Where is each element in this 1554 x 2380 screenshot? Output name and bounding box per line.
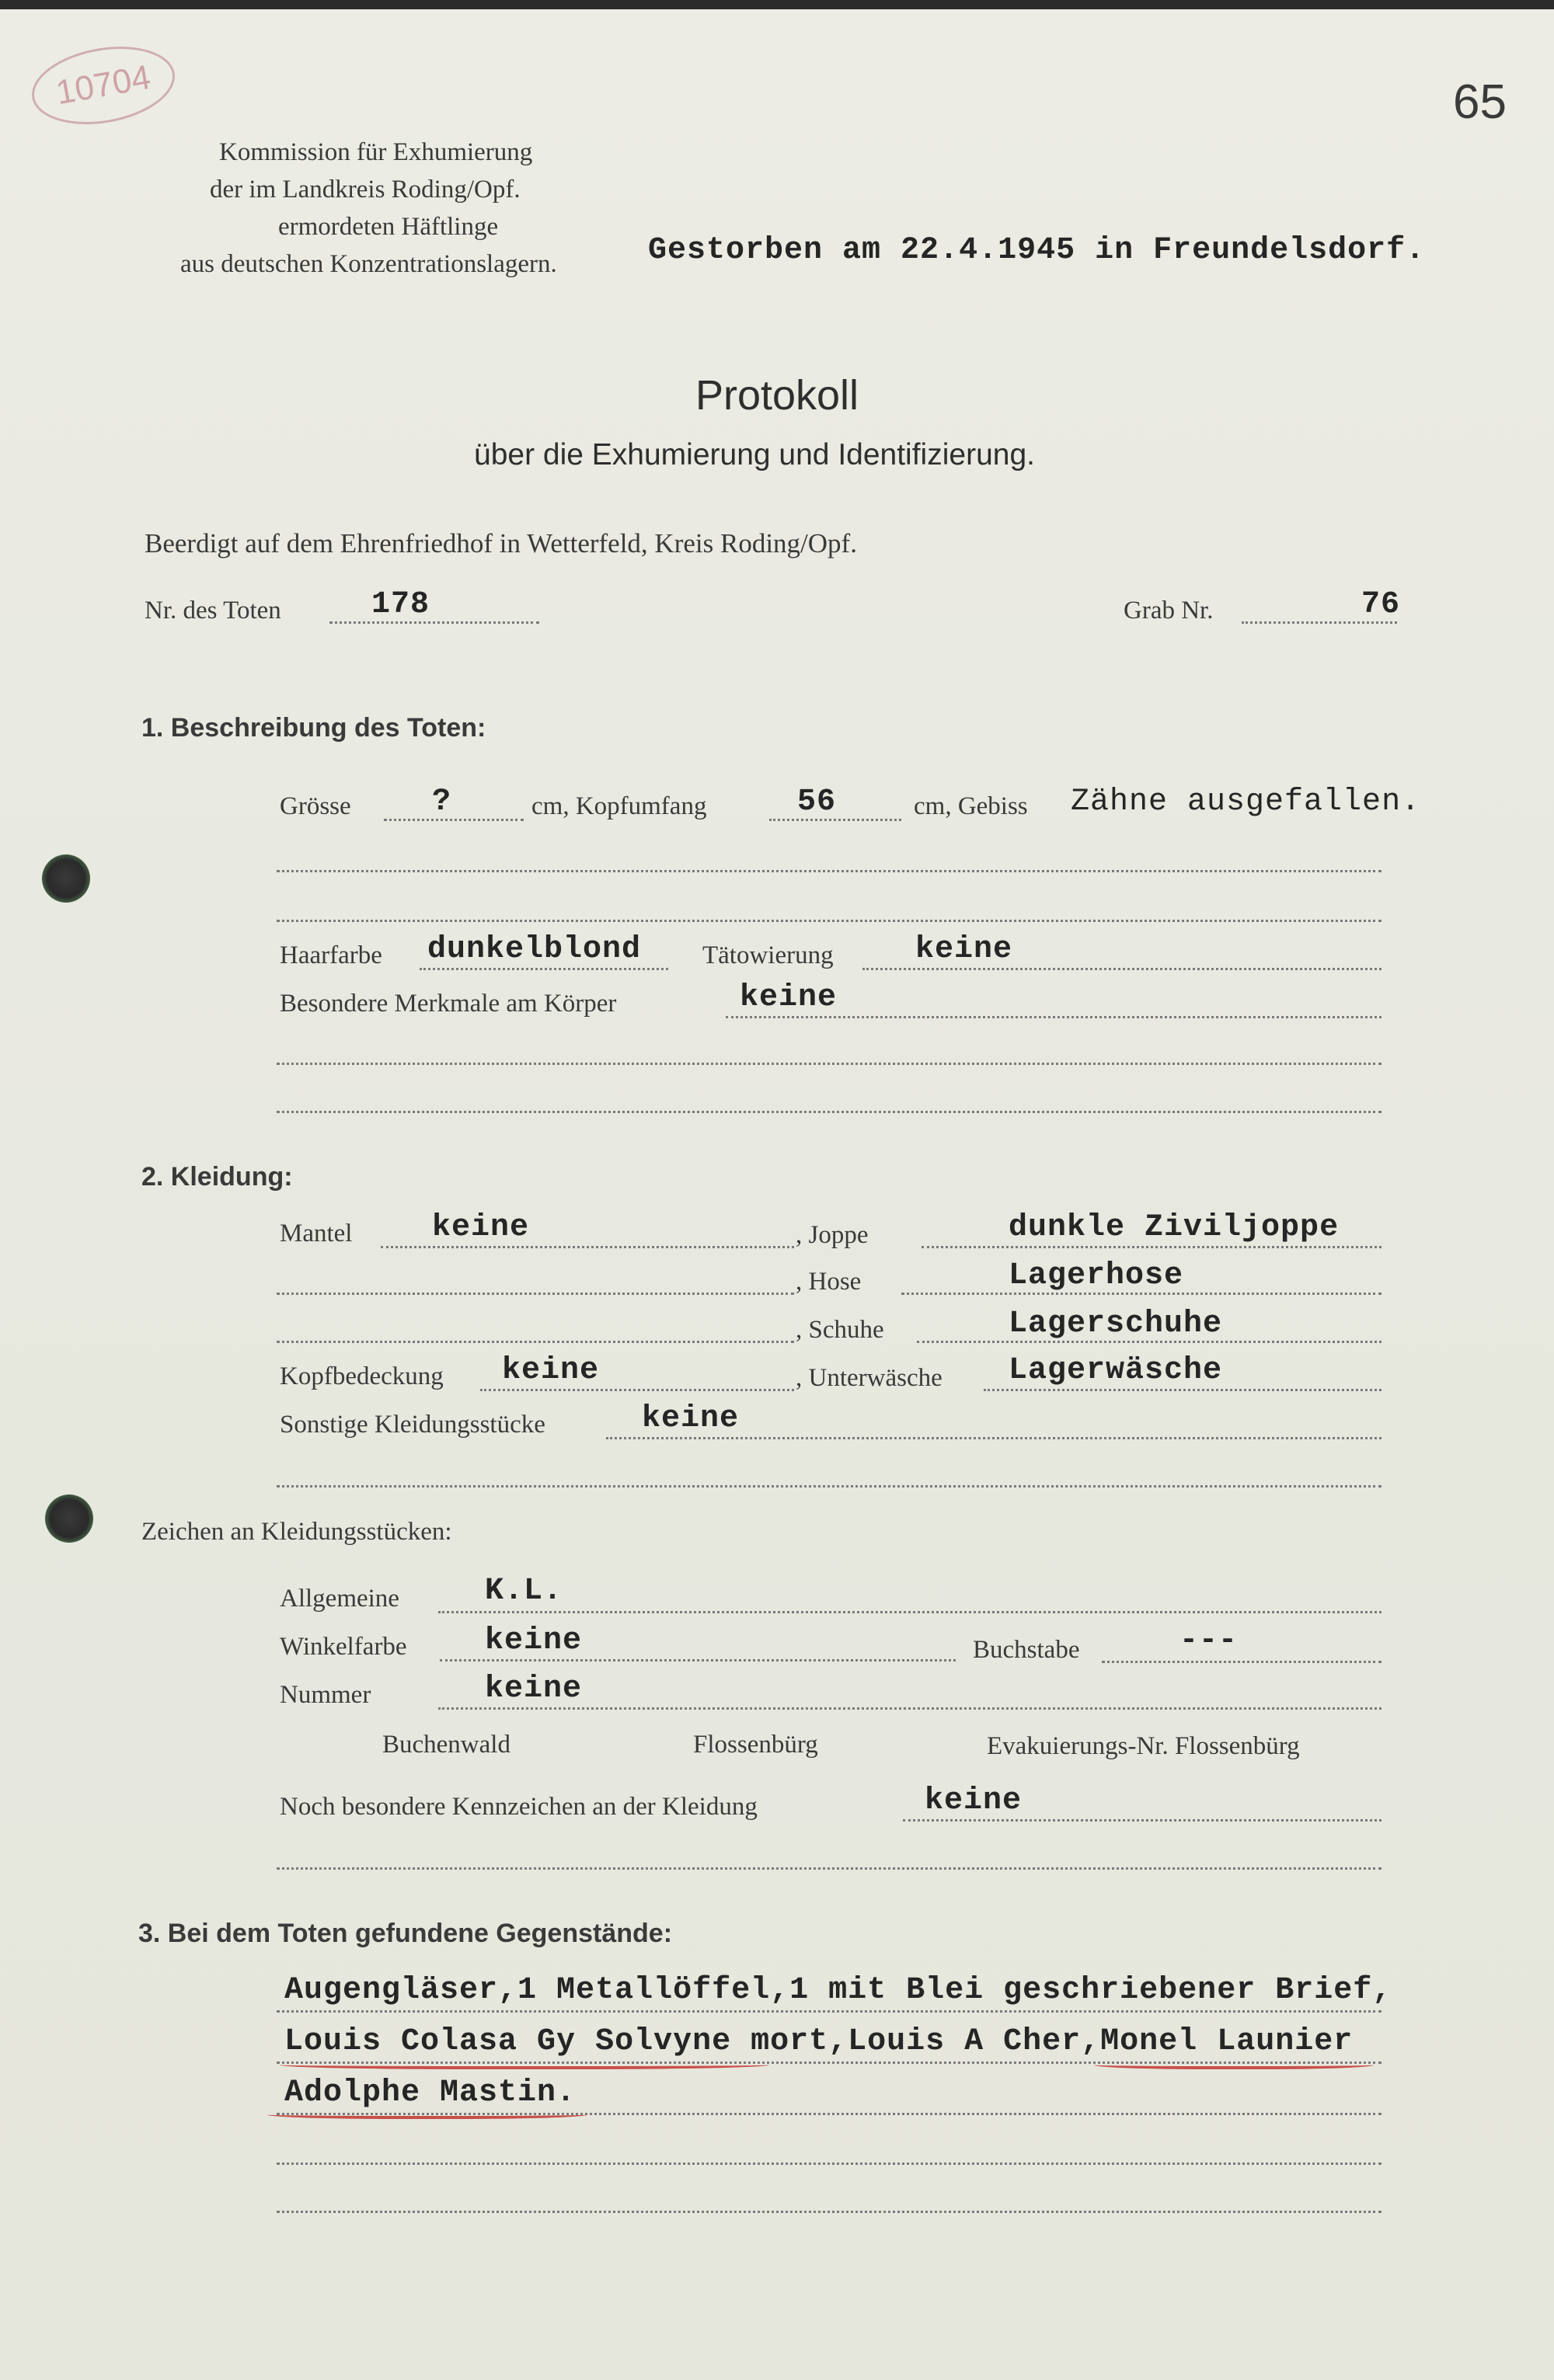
hose-left-dots	[277, 1293, 794, 1295]
buchstabe-value: ---	[1179, 1623, 1239, 1658]
schuhe-label: , Schuhe	[796, 1316, 884, 1344]
col-evakuierungs-nr: Evakuierungs-Nr. Flossenbürg	[987, 1732, 1300, 1760]
items-line-3: Adolphe Mastin.	[284, 2076, 577, 2110]
sonstige-dots	[606, 1437, 1382, 1439]
buchstabe-dots	[1102, 1661, 1382, 1663]
merkmale-value: keine	[740, 980, 838, 1015]
section-2-heading: 2. Kleidung:	[141, 1162, 293, 1192]
hose-value: Lagerhose	[1009, 1258, 1184, 1293]
sonstige-value: keine	[642, 1401, 740, 1436]
grab-value: 76	[1361, 587, 1401, 622]
header-line-3: ermordeten Häftlinge	[278, 213, 499, 241]
merkmale-dots	[726, 1016, 1382, 1018]
blank-line-5	[277, 1485, 1382, 1488]
grab-label: Grab Nr.	[1124, 597, 1214, 625]
merkmale-label: Besondere Merkmale am Körper	[280, 990, 617, 1018]
death-note: Gestorben am 22.4.1945 in Freundelsdorf.	[648, 233, 1426, 268]
nummer-label: Nummer	[280, 1681, 371, 1709]
haarfarbe-value: dunkelblond	[427, 932, 642, 967]
header-line-4: aus deutschen Konzentrationslagern.	[180, 250, 557, 278]
archive-stamp	[26, 37, 181, 135]
col-flossenbuerg: Flossenbürg	[693, 1731, 818, 1759]
unterwaesche-dots	[984, 1389, 1382, 1391]
joppe-label: , Joppe	[796, 1221, 869, 1249]
nummer-value: keine	[485, 1672, 583, 1707]
blank-line-6	[277, 1867, 1382, 1870]
blank-line-4	[277, 1111, 1382, 1113]
kopfbedeckung-label: Kopfbedeckung	[280, 1362, 444, 1390]
col-buchenwald: Buchenwald	[382, 1731, 510, 1759]
section-3-heading: 3. Bei dem Toten gefundene Gegenstände:	[138, 1919, 673, 1948]
mantel-value: keine	[432, 1210, 530, 1245]
header-line-1: Kommission für Exhumierung	[219, 138, 533, 166]
taetowierung-dots	[862, 968, 1382, 970]
allgemeine-dots	[438, 1611, 1382, 1613]
kopfumfang-value: 56	[797, 785, 837, 819]
sonstige-label: Sonstige Kleidungsstücke	[280, 1411, 545, 1439]
page-number: 65	[1453, 75, 1507, 129]
header-line-2: der im Landkreis Roding/Opf.	[210, 176, 521, 204]
nr-value: 178	[371, 587, 430, 622]
allgemeine-label: Allgemeine	[280, 1585, 399, 1613]
red-underline-2	[1094, 2058, 1374, 2069]
noch-dots	[903, 1819, 1382, 1822]
items-line-2: Louis Colasa Gy Solvyne mort,Louis A Cher,Monel Launier	[284, 2024, 1354, 2059]
nummer-dots	[438, 1707, 1382, 1710]
items-dots-1	[277, 2010, 1382, 2013]
red-underline-1	[280, 2058, 769, 2069]
joppe-dots	[922, 1246, 1382, 1248]
top-edge	[0, 0, 1554, 9]
section-1-heading: 1. Beschreibung des Toten:	[141, 713, 486, 743]
nr-dots	[329, 621, 539, 624]
noch-label: Noch besondere Kennzeichen an der Kleidung	[280, 1793, 758, 1821]
noch-value: keine	[925, 1783, 1023, 1818]
unterwaesche-label: , Unterwäsche	[796, 1364, 943, 1392]
allgemeine-value: K.L.	[485, 1574, 563, 1609]
punch-hole-bottom	[45, 1494, 93, 1543]
winkelfarbe-value: keine	[485, 1623, 583, 1658]
unterwaesche-value: Lagerwäsche	[1009, 1353, 1223, 1388]
mantel-label: Mantel	[280, 1220, 353, 1247]
taetowierung-label: Tätowierung	[702, 941, 834, 969]
winkelfarbe-dots	[440, 1659, 956, 1661]
items-line-1: Augengläser,1 Metallöffel,1 mit Blei geschriebener Brief,	[284, 1973, 1392, 2008]
haarfarbe-label: Haarfarbe	[280, 941, 382, 969]
mantel-dots	[381, 1246, 794, 1248]
blank-line-1	[277, 870, 1382, 872]
kopfbedeckung-dots	[480, 1389, 794, 1391]
groesse-value: ?	[432, 785, 452, 819]
haarfarbe-dots	[420, 968, 668, 970]
groesse-label: Grösse	[280, 792, 351, 820]
taetowierung-value: keine	[915, 932, 1013, 967]
burial-line: Beerdigt auf dem Ehrenfriedhof in Wetterfeld, Kreis Roding/Opf.	[145, 528, 857, 558]
items-dots-5	[277, 2211, 1382, 2213]
schuhe-value: Lagerschuhe	[1009, 1307, 1223, 1341]
stamp-number: 10704	[53, 57, 154, 113]
red-underline-3	[267, 2108, 587, 2119]
nr-label: Nr. des Toten	[145, 597, 281, 625]
items-dots-4	[277, 2163, 1382, 2165]
groesse-dots	[384, 819, 524, 821]
hose-label: , Hose	[796, 1268, 862, 1296]
page-subtitle: über die Exhumierung und Identifizierung.	[474, 438, 1035, 471]
cm-gebiss-label: cm, Gebiss	[914, 792, 1028, 820]
blank-line-3	[277, 1063, 1382, 1065]
schuhe-left-dots	[277, 1341, 794, 1343]
page-title: Protokoll	[695, 372, 859, 419]
winkelfarbe-label: Winkelfarbe	[280, 1633, 407, 1661]
kopfbedeckung-value: keine	[502, 1353, 600, 1388]
punch-hole-top	[42, 854, 90, 903]
blank-line-2	[277, 920, 1382, 922]
gebiss-value: Zähne ausgefallen.	[1071, 785, 1421, 819]
cm-kopfumfang-label: cm, Kopfumfang	[531, 792, 707, 820]
joppe-value: dunkle Ziviljoppe	[1009, 1210, 1340, 1245]
buchstabe-label: Buchstabe	[973, 1636, 1080, 1664]
zeichen-heading: Zeichen an Kleidungsstücken:	[141, 1518, 452, 1546]
